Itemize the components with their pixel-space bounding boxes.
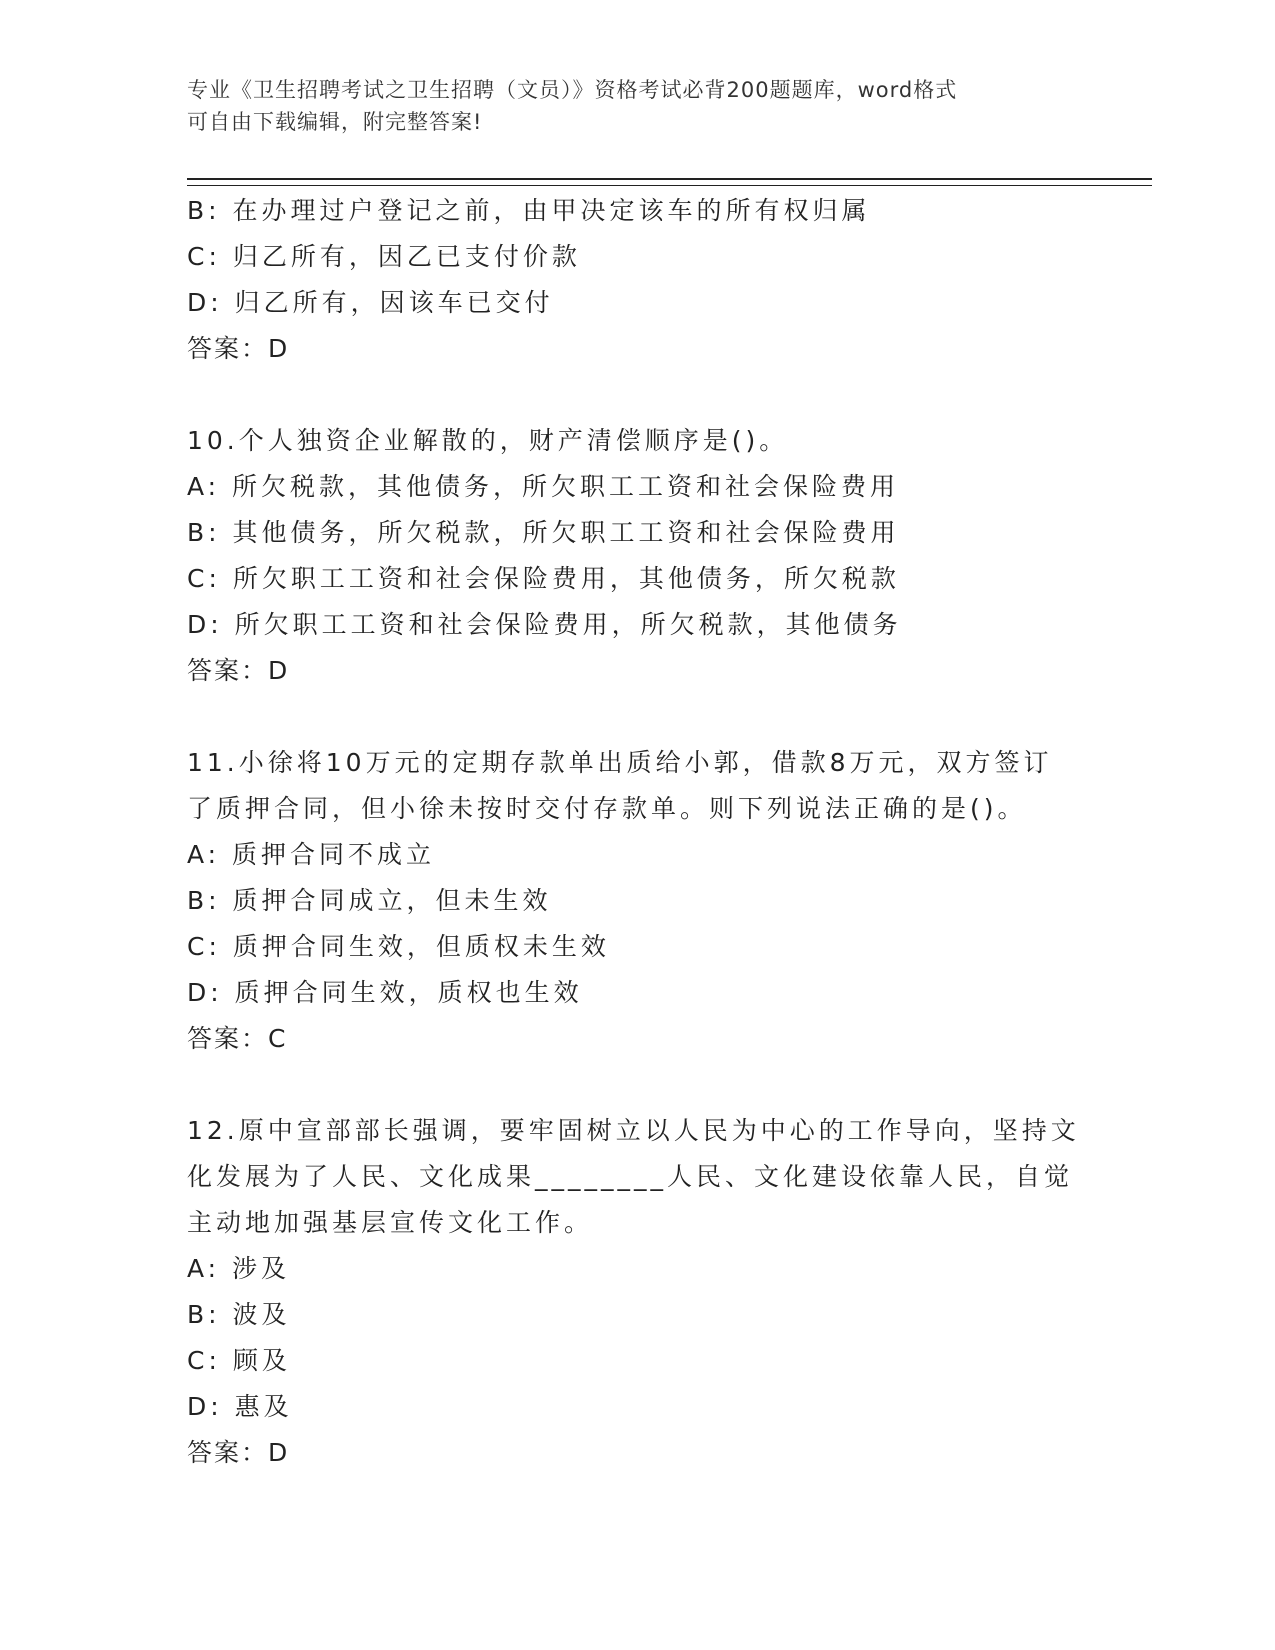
question-12-option-a: A: 涉及 [187,1254,291,1283]
header-title-line-1: 专业《卫生招聘考试之卫生招聘（文员）》资格考试必背200题题库，word格式 [187,78,958,102]
question-9-answer: 答案：D [187,334,290,363]
question-12-option-c: C: 顾及 [187,1346,291,1375]
question-10-stem: 10.个人独资企业解散的，财产清偿顺序是()。 [187,426,789,455]
document-body [187,188,1087,1476]
header-divider [187,178,1152,186]
question-11-option-d: D: 质押合同生效，质权也生效 [187,978,583,1007]
page-header [187,74,1087,138]
question-10-option-d: D: 所欠职工工资和社会保险费用，所欠税款，其他债务 [187,610,902,639]
header-title-line-2: 可自由下载编辑，附完整答案! [187,110,483,134]
question-10-option-c: C: 所欠职工工资和社会保险费用，其他债务，所欠税款 [187,564,900,593]
question-12-stem-line-2: 化发展为了人民、文化成果________人民、文化建设依靠人民，自觉 [187,1162,1074,1191]
question-10-answer: 答案：D [187,656,290,685]
question-11-option-c: C: 质押合同生效，但质权未生效 [187,932,610,961]
question-10-option-a: A: 所欠税款，其他债务，所欠职工工资和社会保险费用 [187,472,900,501]
question-11-block [187,740,1087,1062]
question-12-option-b: B: 波及 [187,1300,291,1329]
question-10-block [187,418,1087,694]
question-11-stem-line-2: 了质押合同，但小徐未按时交付存款单。则下列说法正确的是()。 [187,794,1027,823]
question-10-option-b: B: 其他债务，所欠税款，所欠职工工资和社会保险费用 [187,518,900,547]
question-11-option-b: B: 质押合同成立，但未生效 [187,886,552,915]
question-12-stem-line-3: 主动地加强基层宣传文化工作。 [187,1208,594,1237]
question-12-answer: 答案：D [187,1438,290,1467]
question-12-option-d: D: 惠及 [187,1392,293,1421]
question-11-answer: 答案：C [187,1024,288,1053]
question-9-option-b: B: 在办理过户登记之前，由甲决定该车的所有权归属 [187,196,871,225]
question-11-stem-line-1: 11.小徐将10万元的定期存款单出质给小郭，借款8万元，双方签订 [187,748,1053,777]
question-9-option-d: D: 归乙所有，因该车已交付 [187,288,554,317]
question-9-block [187,188,1087,372]
question-11-option-a: A: 质押合同不成立 [187,840,436,869]
question-9-option-c: C: 归乙所有，因乙已支付价款 [187,242,581,271]
question-12-stem-line-1: 12.原中宣部部长强调，要牢固树立以人民为中心的工作导向，坚持文 [187,1116,1080,1145]
question-12-block [187,1108,1087,1476]
